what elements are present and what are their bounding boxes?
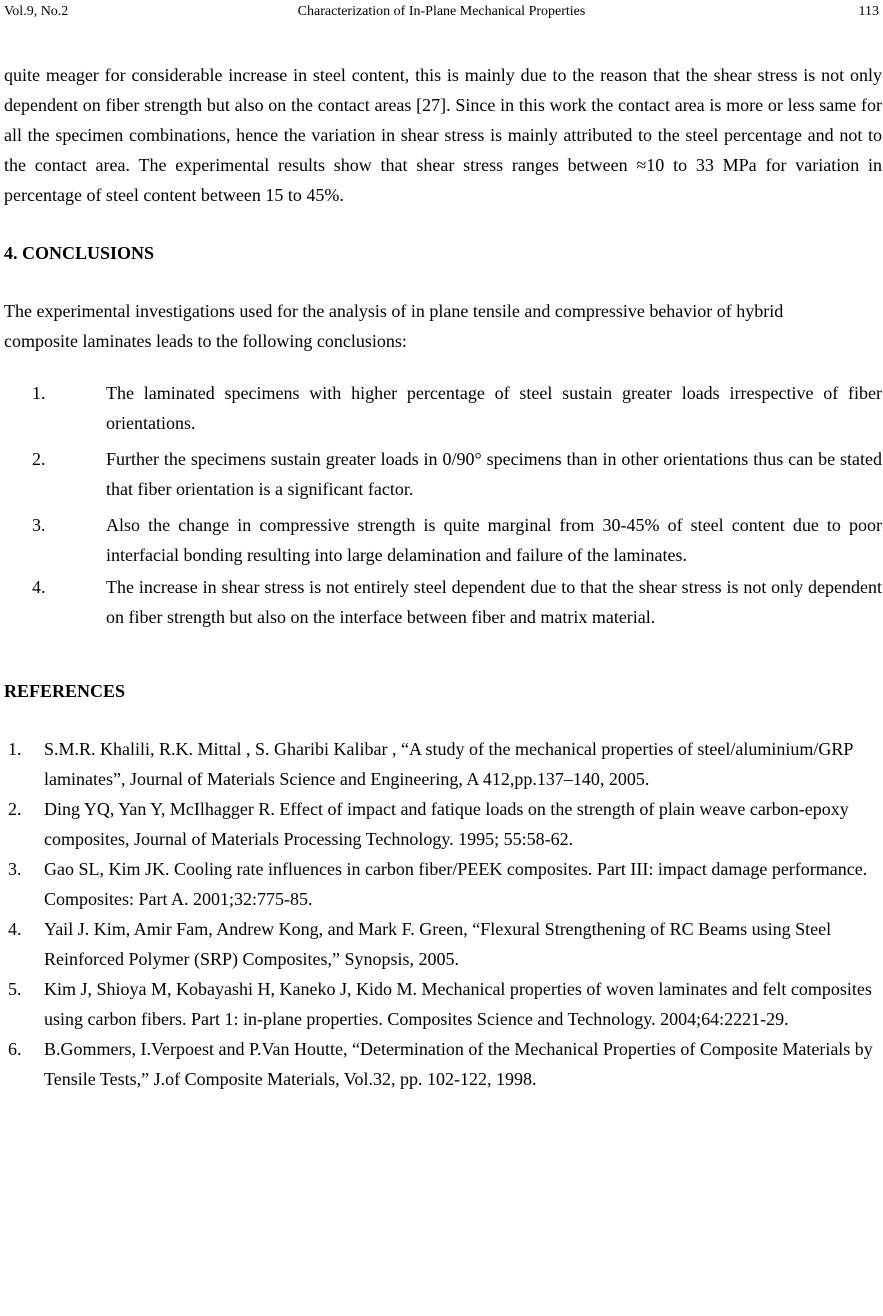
list-item <box>4 572 882 632</box>
reference-number: 6. <box>8 1039 22 1059</box>
reference-text: Gao SL, Kim JK. Cooling rate influences in carbon fiber/PEEK composites. Part III: impact damage performance. Composites: Part A. 2001;32:775-85. <box>44 859 868 909</box>
page-body <box>4 60 882 1094</box>
list-item-text: The laminated specimens with higher percentage of steel sustain greater loads irrespective of fiber orientations. <box>106 383 882 433</box>
intro-paragraph: quite meager for considerable increase in steel content, this is mainly due to the reason that the shear stress is not only dependent on fiber strength but also on the contact areas [27]. Since in this work the contact area is more or less same for all the specimen combinations, hence the variation in shear stress is mainly attributed to the steel percentage and not to the contact area. The experimental results show that shear stress ranges between ≈10 to 33 MPa for variation in percentage of steel content between 15 to 45%. <box>4 65 882 205</box>
conclusions-list <box>4 378 882 632</box>
list-item-number: 3. <box>32 515 46 535</box>
reference-item <box>4 914 882 974</box>
reference-text: B.Gommers, I.Verpoest and P.Van Houtte, “Determination of the Mechanical Properties of Composite Materials by Tensile Tests,” J.of Composite Materials, Vol.32, pp. 102-122, 1998. <box>44 1039 873 1089</box>
reference-number: 1. <box>8 739 22 759</box>
reference-text: Ding YQ, Yan Y, McIlhagger R. Effect of impact and fatique loads on the strength of plain weave carbon-epoxy composites, Journal of Materials Processing Technology. 1995; 55:58-62. <box>44 799 849 849</box>
list-item <box>4 444 882 504</box>
reference-text: Kim J, Shioya M, Kobayashi H, Kaneko J, Kido M. Mechanical properties of woven laminates and felt composites using carbon fibers. Part 1: in-plane properties. Composites Science and Technology. 2004;64:2221-29. <box>44 979 872 1029</box>
reference-text: S.M.R. Khalili, R.K. Mittal , S. Gharibi Kalibar , “A study of the mechanical properties of steel/aluminium/GRP laminates”, Journal of Materials Science and Engineering, A 412,pp.137–140, 2005. <box>44 739 853 789</box>
reference-number: 4. <box>8 919 22 939</box>
list-item-number: 2. <box>32 449 46 469</box>
reference-number: 2. <box>8 799 22 819</box>
running-title: Characterization of In-Plane Mechanical Properties <box>297 4 586 19</box>
references-heading: REFERENCES <box>4 681 126 701</box>
reference-item <box>4 974 882 1034</box>
list-item-number: 1. <box>32 383 46 403</box>
reference-text: Yail J. Kim, Amir Fam, Andrew Kong, and Mark F. Green, “Flexural Strengthening of RC Beams using Steel Reinforced Polymer (SRP) Composites,” Synopsis, 2005. <box>44 919 832 969</box>
list-item-text: The increase in shear stress is not entirely steel dependent due to that the shear stress is not only dependent on fiber strength but also on the interface between fiber and matrix material. <box>106 577 882 627</box>
reference-item <box>4 794 882 854</box>
list-item-text: Also the change in compressive strength is quite marginal from 30-45% of steel content due to poor interfacial bonding resulting into large delamination and failure of the laminates. <box>106 515 882 565</box>
reference-number: 3. <box>8 859 22 879</box>
conclusions-intro: The experimental investigations used for the analysis of in plane tensile and compressive behavior of hybrid composite laminates leads to the following conclusions: <box>4 301 784 351</box>
list-item <box>4 378 882 438</box>
page-number: 113 <box>858 4 879 19</box>
list-item <box>4 510 882 570</box>
conclusions-heading: 4. CONCLUSIONS <box>4 243 155 263</box>
reference-item <box>4 854 882 914</box>
volume-label: Vol.9, No.2 <box>4 4 69 19</box>
reference-item <box>4 734 882 794</box>
reference-item <box>4 1034 882 1094</box>
list-item-text: Further the specimens sustain greater loads in 0/90° specimens than in other orientations thus can be stated that fiber orientation is a significant factor. <box>106 449 882 499</box>
references-list <box>4 734 882 1094</box>
reference-number: 5. <box>8 979 22 999</box>
list-item-number: 4. <box>32 577 46 597</box>
running-header <box>0 0 883 24</box>
